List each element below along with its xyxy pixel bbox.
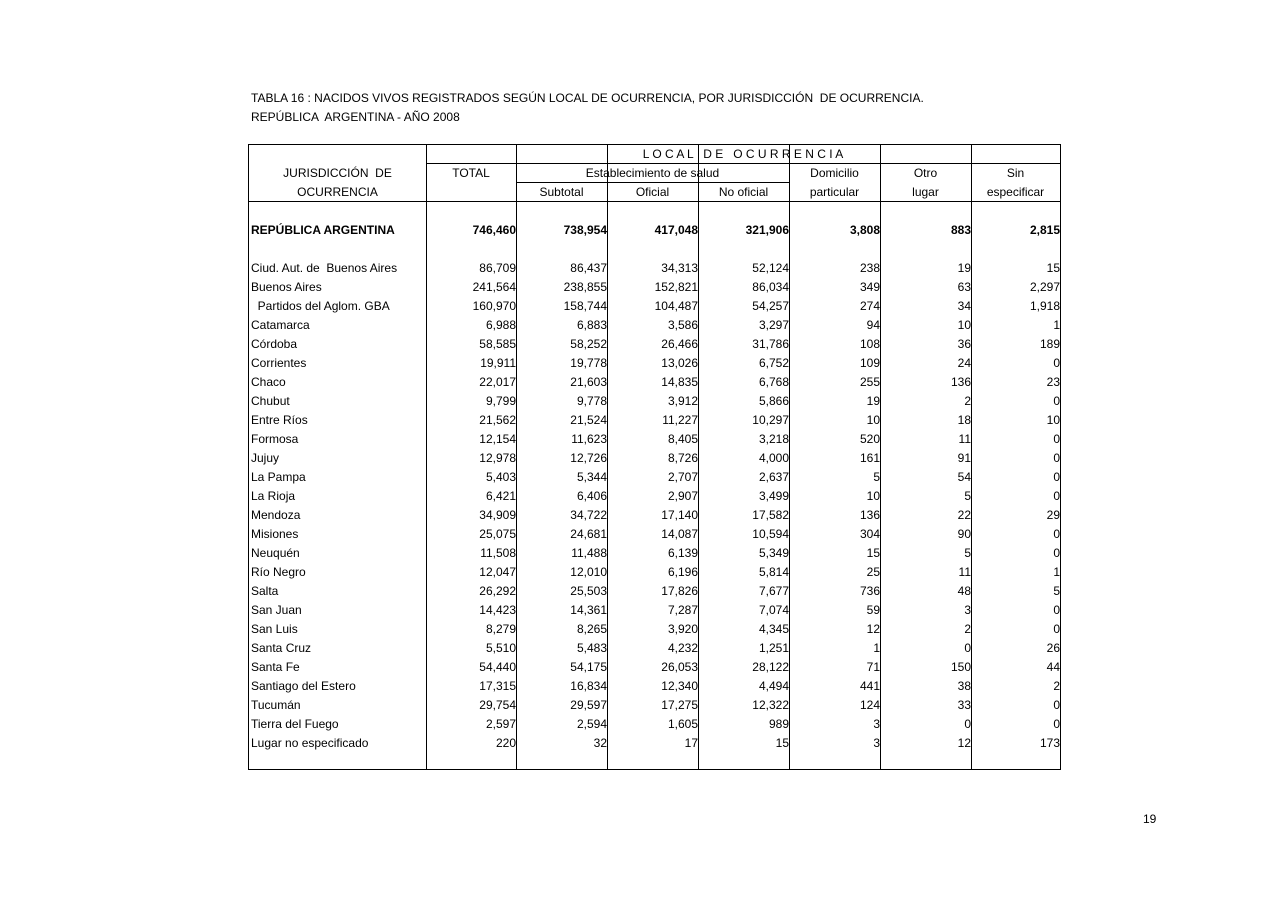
otro-lugar-cell: 36 xyxy=(957,337,971,351)
sin-especificar-cell: 2,297 xyxy=(1029,280,1060,294)
total-header: TOTAL xyxy=(452,166,490,180)
total-cell: 746,460 xyxy=(472,223,516,237)
sin-especificar-cell: 2 xyxy=(1053,679,1060,693)
total-cell: 22,017 xyxy=(479,375,516,389)
table-row xyxy=(249,639,1062,658)
oficial-cell: 2,707 xyxy=(667,470,698,484)
header-divider xyxy=(426,163,1060,164)
otro-lugar-cell: 48 xyxy=(957,584,971,598)
otro-lugar-cell: 2 xyxy=(964,394,971,408)
total-cell: 19,911 xyxy=(480,356,516,370)
sin-especificar-cell: 1 xyxy=(1053,565,1060,579)
subtotal-cell: 16,834 xyxy=(570,679,607,693)
jurisdiccion-cell: San Juan xyxy=(251,603,302,617)
total-cell: 11,508 xyxy=(480,546,516,560)
table-row xyxy=(249,715,1062,734)
domicilio-cell: 19 xyxy=(866,394,880,408)
otro-lugar-cell: 0 xyxy=(964,641,971,655)
no-oficial-cell: 86,034 xyxy=(752,280,789,294)
oficial-cell: 8,726 xyxy=(667,451,698,465)
otro-lugar-cell: 883 xyxy=(950,223,971,237)
otro-lugar-cell: 24 xyxy=(957,356,971,370)
sin-especificar-cell: 23 xyxy=(1046,375,1060,389)
no-oficial-cell: 989 xyxy=(768,717,789,731)
oficial-cell: 3,586 xyxy=(667,318,698,332)
domicilio-cell: 109 xyxy=(859,356,880,370)
sin-especificar-cell: 29 xyxy=(1046,508,1060,522)
domicilio-cell: 108 xyxy=(859,337,880,351)
domicilio-header: Domicilio xyxy=(810,166,859,180)
subtotal-cell: 5,344 xyxy=(576,470,607,484)
no-oficial-cell: 3,499 xyxy=(758,489,789,503)
sin-especificar-header-line2: especificar xyxy=(986,185,1045,199)
jurisdiccion-cell: Mendoza xyxy=(251,508,301,522)
domicilio-cell: 12 xyxy=(866,622,880,636)
sin-especificar-cell: 0 xyxy=(1053,432,1060,446)
domicilio-cell: 5 xyxy=(873,470,880,484)
oficial-cell: 3,912 xyxy=(667,394,698,408)
domicilio-cell: 238 xyxy=(859,261,880,275)
table-row xyxy=(249,696,1062,715)
sin-especificar-header: Sin xyxy=(1006,166,1025,180)
total-cell: 58,585 xyxy=(479,337,516,351)
otro-lugar-cell: 136 xyxy=(950,375,971,389)
subtotal-cell: 21,603 xyxy=(570,375,607,389)
subtotal-cell: 12,010 xyxy=(570,565,607,579)
header-bottom-line xyxy=(249,201,1060,202)
table-row xyxy=(249,620,1062,639)
otro-lugar-cell: 90 xyxy=(957,527,971,541)
jurisdiccion-cell: Neuquén xyxy=(251,546,300,560)
subtotal-cell: 24,681 xyxy=(570,527,607,541)
no-oficial-cell: 7,074 xyxy=(758,603,789,617)
total-cell: 12,978 xyxy=(479,451,516,465)
otro-lugar-cell: 12 xyxy=(957,736,971,750)
domicilio-cell: 59 xyxy=(866,603,880,617)
total-cell: 6,421 xyxy=(485,489,516,503)
table-row xyxy=(249,525,1062,544)
jurisdiccion-cell: Tucumán xyxy=(251,698,301,712)
oficial-cell: 1,605 xyxy=(667,717,698,731)
oficial-cell: 11,227 xyxy=(662,413,698,427)
no-oficial-cell: 52,124 xyxy=(752,261,789,275)
oficial-cell: 17,826 xyxy=(661,584,698,598)
total-cell: 6,988 xyxy=(485,318,516,332)
otro-lugar-cell: 3 xyxy=(964,603,971,617)
no-oficial-cell: 321,906 xyxy=(745,223,789,237)
sin-especificar-cell: 0 xyxy=(1053,489,1060,503)
domicilio-cell: 71 xyxy=(866,660,880,674)
oficial-cell: 14,087 xyxy=(661,527,698,541)
oficial-cell: 17 xyxy=(684,736,698,750)
jurisdiccion-header-line2: OCURRENCIA xyxy=(297,185,378,199)
jurisdiccion-cell: Entre Ríos xyxy=(251,413,308,427)
jurisdiccion-cell: Partidos del Aglom. GBA xyxy=(251,299,390,313)
subtotal-cell: 19,778 xyxy=(570,356,607,370)
table-row xyxy=(249,373,1062,392)
table-row xyxy=(249,278,1062,297)
no-oficial-cell: 5,349 xyxy=(758,546,789,560)
jurisdiccion-cell: Formosa xyxy=(251,432,299,446)
no-oficial-cell: 3,218 xyxy=(758,432,789,446)
subtotal-cell: 2,594 xyxy=(576,717,607,731)
otro-lugar-cell: 150 xyxy=(950,660,971,674)
table-row xyxy=(249,658,1062,677)
no-oficial-cell: 1,251 xyxy=(758,641,789,655)
total-cell: 241,564 xyxy=(472,280,516,294)
sin-especificar-cell: 5 xyxy=(1053,584,1060,598)
total-cell: 8,279 xyxy=(485,622,516,636)
jurisdiccion-cell: Misiones xyxy=(251,527,299,541)
subtotal-cell: 32 xyxy=(593,736,607,750)
total-cell: 14,423 xyxy=(479,603,516,617)
no-oficial-cell: 2,637 xyxy=(758,470,789,484)
table-row xyxy=(249,335,1062,354)
otro-lugar-cell: 91 xyxy=(957,451,971,465)
sin-especificar-cell: 0 xyxy=(1053,717,1060,731)
no-oficial-cell: 12,322 xyxy=(752,698,789,712)
oficial-cell: 12,340 xyxy=(661,679,698,693)
sin-especificar-cell: 0 xyxy=(1053,622,1060,636)
otro-lugar-header-line2: lugar xyxy=(912,185,939,199)
otro-lugar-cell: 11 xyxy=(958,565,971,579)
table-row xyxy=(249,411,1062,430)
oficial-cell: 6,196 xyxy=(667,565,698,579)
domicilio-cell: 3 xyxy=(873,717,880,731)
table-row xyxy=(249,468,1062,487)
sin-especificar-cell: 15 xyxy=(1046,261,1060,275)
otro-lugar-cell: 63 xyxy=(957,280,971,294)
no-oficial-header: No oficial xyxy=(718,185,769,199)
domicilio-cell: 1 xyxy=(873,641,880,655)
subtotal-cell: 12,726 xyxy=(570,451,607,465)
jurisdiccion-cell: Catamarca xyxy=(251,318,310,332)
oficial-cell: 26,466 xyxy=(661,337,698,351)
otro-lugar-cell: 33 xyxy=(957,698,971,712)
table-row xyxy=(249,354,1062,373)
total-cell: 12,047 xyxy=(479,565,516,579)
jurisdiccion-cell: Lugar no especificado xyxy=(251,736,369,750)
subtotal-cell: 14,361 xyxy=(570,603,607,617)
sin-especificar-cell: 44 xyxy=(1046,660,1060,674)
jurisdiccion-cell: Río Negro xyxy=(251,565,306,579)
sin-especificar-cell: 173 xyxy=(1039,736,1060,750)
total-cell: 86,709 xyxy=(479,261,516,275)
oficial-cell: 2,907 xyxy=(667,489,698,503)
jurisdiccion-cell: Santa Cruz xyxy=(251,641,312,655)
table-row xyxy=(249,259,1062,278)
otro-lugar-cell: 54 xyxy=(957,470,971,484)
subtotal-cell: 21,524 xyxy=(570,413,607,427)
domicilio-cell: 274 xyxy=(859,299,880,313)
oficial-cell: 14,835 xyxy=(661,375,698,389)
domicilio-cell: 10 xyxy=(866,489,880,503)
total-cell: 2,597 xyxy=(485,717,516,731)
table-row xyxy=(249,544,1062,563)
no-oficial-cell: 17,582 xyxy=(752,508,789,522)
oficial-cell: 17,140 xyxy=(661,508,698,522)
subtotal-cell: 58,252 xyxy=(570,337,607,351)
otro-lugar-header: Otro xyxy=(913,166,938,180)
oficial-cell: 26,053 xyxy=(661,660,698,674)
table-row xyxy=(249,506,1062,525)
domicilio-cell: 10 xyxy=(866,413,880,427)
jurisdiccion-cell: Buenos Aires xyxy=(251,280,322,294)
no-oficial-cell: 10,594 xyxy=(752,527,789,541)
local-ocurrencia-header: L O C A L D E O C U R R E N C I A xyxy=(642,147,844,161)
sin-especificar-cell: 1,918 xyxy=(1029,299,1060,313)
no-oficial-cell: 6,768 xyxy=(758,375,789,389)
sin-especificar-cell: 2,815 xyxy=(1029,223,1060,237)
jurisdiccion-cell: Corrientes xyxy=(251,356,307,370)
jurisdiccion-cell: Chubut xyxy=(251,394,290,408)
otro-lugar-cell: 38 xyxy=(957,679,971,693)
total-cell: 26,292 xyxy=(479,584,516,598)
jurisdiccion-cell: San Luis xyxy=(251,622,298,636)
no-oficial-cell: 5,866 xyxy=(758,394,789,408)
total-cell: 17,315 xyxy=(479,679,516,693)
subtotal-cell: 8,265 xyxy=(576,622,607,636)
jurisdiccion-cell: La Rioja xyxy=(251,489,296,503)
subtotal-cell: 5,483 xyxy=(576,641,607,655)
domicilio-cell: 304 xyxy=(859,527,880,541)
table-row xyxy=(249,734,1062,753)
jurisdiccion-header: JURISDICCIÓN DE xyxy=(283,166,392,180)
no-oficial-cell: 4,345 xyxy=(758,622,789,636)
oficial-cell: 13,026 xyxy=(661,356,698,370)
domicilio-cell: 736 xyxy=(859,584,880,598)
total-cell: 21,562 xyxy=(479,413,516,427)
domicilio-cell: 441 xyxy=(859,679,880,693)
oficial-cell: 104,487 xyxy=(654,299,698,313)
subtotal-cell: 29,597 xyxy=(570,698,607,712)
jurisdiccion-cell: Córdoba xyxy=(251,337,298,351)
table-row xyxy=(249,487,1062,506)
subtotal-cell: 738,954 xyxy=(563,223,607,237)
no-oficial-cell: 10,297 xyxy=(752,413,789,427)
no-oficial-cell: 3,297 xyxy=(758,318,789,332)
domicilio-cell: 136 xyxy=(859,508,880,522)
subtotal-cell: 11,488 xyxy=(571,546,607,560)
no-oficial-cell: 4,000 xyxy=(758,451,789,465)
otro-lugar-cell: 5 xyxy=(964,489,971,503)
domicilio-cell: 255 xyxy=(859,375,880,389)
sin-especificar-cell: 10 xyxy=(1046,413,1060,427)
total-cell: 25,075 xyxy=(479,527,516,541)
sin-especificar-cell: 0 xyxy=(1053,527,1060,541)
jurisdiccion-cell: Santiago del Estero xyxy=(251,679,356,693)
otro-lugar-cell: 19 xyxy=(957,261,971,275)
no-oficial-cell: 6,752 xyxy=(758,356,789,370)
sin-especificar-cell: 0 xyxy=(1053,394,1060,408)
no-oficial-cell: 31,786 xyxy=(752,337,789,351)
national-total-row xyxy=(249,221,1062,240)
subtotal-cell: 34,722 xyxy=(570,508,607,522)
subtotal-header: Subtotal xyxy=(539,185,584,199)
sin-especificar-cell: 189 xyxy=(1039,337,1060,351)
jurisdiccion-cell: REPÚBLICA ARGENTINA xyxy=(251,223,395,237)
table-row xyxy=(249,677,1062,696)
jurisdiccion-cell: Santa Fe xyxy=(251,660,300,674)
subtotal-cell: 54,175 xyxy=(570,660,607,674)
subtotal-cell: 6,406 xyxy=(576,489,607,503)
otro-lugar-cell: 0 xyxy=(964,717,971,731)
jurisdiccion-cell: Tierra del Fuego xyxy=(251,717,339,731)
otro-lugar-cell: 34 xyxy=(957,299,971,313)
sin-especificar-cell: 1 xyxy=(1053,318,1060,332)
table-title: TABLA 16 : NACIDOS VIVOS REGISTRADOS SEGÚN LOCAL DE OCURRENCIA, POR JURISDICCIÓN DE OCURRENCIA. xyxy=(251,91,924,105)
no-oficial-cell: 4,494 xyxy=(758,679,789,693)
domicilio-cell: 3 xyxy=(873,736,880,750)
table-row xyxy=(249,449,1062,468)
total-cell: 29,754 xyxy=(479,698,516,712)
subtotal-cell: 11,623 xyxy=(571,432,607,446)
page-number: 19 xyxy=(1143,812,1157,826)
domicilio-cell: 161 xyxy=(859,451,880,465)
total-cell: 9,799 xyxy=(485,394,516,408)
sin-especificar-cell: 0 xyxy=(1053,603,1060,617)
domicilio-cell: 3,808 xyxy=(849,223,880,237)
subtotal-cell: 9,778 xyxy=(576,394,607,408)
otro-lugar-cell: 5 xyxy=(964,546,971,560)
oficial-cell: 34,313 xyxy=(661,261,698,275)
table-row xyxy=(249,601,1062,620)
no-oficial-cell: 5,814 xyxy=(758,565,789,579)
sin-especificar-cell: 0 xyxy=(1053,356,1060,370)
sin-especificar-cell: 0 xyxy=(1053,546,1060,560)
total-cell: 34,909 xyxy=(479,508,516,522)
domicilio-header-line2: particular xyxy=(809,185,860,199)
no-oficial-cell: 15 xyxy=(775,736,789,750)
total-cell: 12,154 xyxy=(479,432,516,446)
sin-especificar-cell: 26 xyxy=(1046,641,1060,655)
total-cell: 220 xyxy=(495,736,516,750)
subtotal-cell: 86,437 xyxy=(570,261,607,275)
oficial-cell: 7,287 xyxy=(667,603,698,617)
domicilio-cell: 124 xyxy=(859,698,880,712)
table-row xyxy=(249,582,1062,601)
total-cell: 160,970 xyxy=(472,299,516,313)
subtotal-cell: 25,503 xyxy=(570,584,607,598)
oficial-cell: 17,275 xyxy=(661,698,698,712)
establecimiento-header: Establecimiento de salud xyxy=(585,166,720,180)
domicilio-cell: 25 xyxy=(866,565,880,579)
header-divider xyxy=(516,182,789,183)
total-cell: 5,510 xyxy=(485,641,516,655)
otro-lugar-cell: 11 xyxy=(958,432,971,446)
otro-lugar-cell: 10 xyxy=(957,318,971,332)
domicilio-cell: 15 xyxy=(866,546,880,560)
otro-lugar-cell: 22 xyxy=(957,508,971,522)
jurisdiccion-cell: Ciud. Aut. de Buenos Aires xyxy=(251,261,398,275)
no-oficial-cell: 54,257 xyxy=(752,299,789,313)
table-row xyxy=(249,392,1062,411)
oficial-cell: 8,405 xyxy=(667,432,698,446)
oficial-cell: 417,048 xyxy=(654,223,698,237)
subtotal-cell: 6,883 xyxy=(576,318,607,332)
table-row xyxy=(249,563,1062,582)
no-oficial-cell: 28,122 xyxy=(752,660,789,674)
subtotal-cell: 158,744 xyxy=(563,299,607,313)
sin-especificar-cell: 0 xyxy=(1053,470,1060,484)
oficial-cell: 3,920 xyxy=(667,622,698,636)
otro-lugar-cell: 2 xyxy=(964,622,971,636)
oficial-cell: 6,139 xyxy=(667,546,698,560)
table-subtitle: REPÚBLICA ARGENTINA - AÑO 2008 xyxy=(251,110,460,124)
otro-lugar-cell: 18 xyxy=(957,413,971,427)
jurisdiccion-cell: Jujuy xyxy=(251,451,280,465)
jurisdiccion-cell: Salta xyxy=(251,584,279,598)
total-cell: 54,440 xyxy=(479,660,516,674)
oficial-cell: 152,821 xyxy=(654,280,698,294)
domicilio-cell: 520 xyxy=(859,432,880,446)
sin-especificar-cell: 0 xyxy=(1053,698,1060,712)
oficial-cell: 4,232 xyxy=(667,641,698,655)
subtotal-cell: 238,855 xyxy=(563,280,607,294)
table-row xyxy=(249,316,1062,335)
no-oficial-cell: 7,677 xyxy=(758,584,789,598)
data-table xyxy=(248,144,1061,770)
oficial-header: Oficial xyxy=(635,185,670,199)
jurisdiccion-cell: Chaco xyxy=(251,375,286,389)
table-row xyxy=(249,430,1062,449)
table-row xyxy=(249,297,1062,316)
domicilio-cell: 349 xyxy=(859,280,880,294)
total-cell: 5,403 xyxy=(485,470,516,484)
jurisdiccion-cell: La Pampa xyxy=(251,470,306,484)
sin-especificar-cell: 0 xyxy=(1053,451,1060,465)
domicilio-cell: 94 xyxy=(866,318,880,332)
